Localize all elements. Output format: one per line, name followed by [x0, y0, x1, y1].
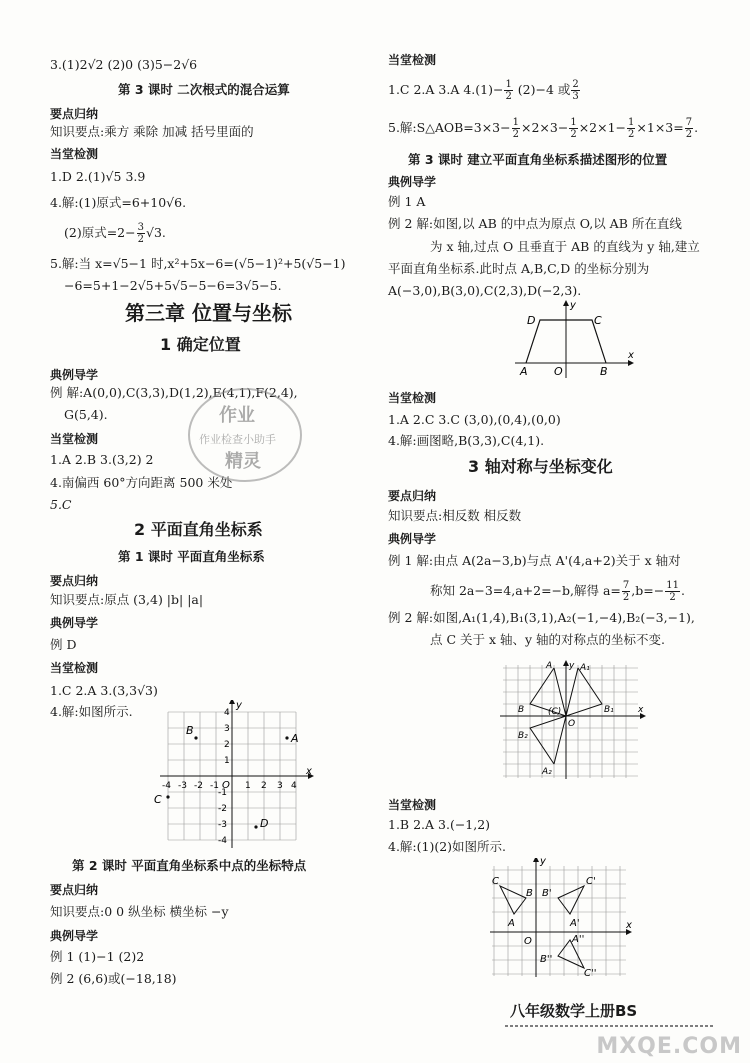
- point-label: A: [291, 732, 299, 745]
- answer-line: 知识要点:0 0 纵坐标 横坐标 −y: [50, 904, 229, 919]
- section-label: 要点归纳: [50, 883, 99, 897]
- fraction: $\frac{1}{2}$: [505, 79, 512, 102]
- section-label: 典例导学: [50, 368, 99, 382]
- answer-line: A(−3,0),B(3,0),C(2,3),D(−2,3).: [388, 283, 582, 298]
- x-tick: -2: [194, 781, 203, 791]
- symmetry-graph: [498, 660, 648, 780]
- answer-line: 4.解:(1)(2)如图所示.: [388, 839, 507, 854]
- answer-line: 5.解:当 x=√5−1 时,x²+5x−6=(√5−1)²+5(√5−1): [50, 256, 346, 271]
- answer-line: 例 2 解:如图,A₁(1,4),B₁(3,1),A₂(−1,−4),B₂(−3,−1),: [388, 610, 695, 625]
- section-label: 当堂检测: [388, 391, 437, 405]
- fraction: $\frac{7}{2}$: [685, 117, 693, 140]
- stamp-text: 精灵: [225, 451, 261, 472]
- stamp-text: 作业检查小助手: [199, 433, 276, 446]
- answer-line: 5.解:S△AOB=3×3− $\frac{1}{2}$ ×2×3− $\frac{1}{2}$ ×2×1− $\frac{1}{2}$ ×1×3= $\frac{7}{2}$ .: [388, 117, 699, 140]
- answer-line: 3.(1)2√2 (2)0 (3)5−2√6: [50, 57, 198, 72]
- answer-line: 1.C 2.A 3.A 4.(1)− $\frac{1}{2}$ (2)−4 或 $\frac{2}{3}$: [388, 79, 579, 102]
- y-tick: 1: [224, 756, 230, 766]
- point-label: B₂: [518, 731, 528, 741]
- point-label: A₂: [542, 767, 552, 777]
- x-tick: -3: [178, 781, 187, 791]
- answer-line: 例 D: [50, 637, 77, 652]
- point-label: A: [520, 365, 528, 378]
- origin-label: O: [222, 780, 230, 791]
- answer-line: 知识要点:原点 (3,4) |b| |a|: [50, 592, 204, 607]
- answer-line: 1.D 2.(1)√5 3.9: [50, 169, 146, 184]
- answer-line: 为 x 轴,过点 O 且垂直于 AB 的直线为 y 轴,建立: [430, 239, 700, 254]
- point-label: C: [594, 314, 602, 327]
- section-label: 当堂检测: [50, 661, 99, 675]
- lesson-title: 第 3 课时 建立平面直角坐标系描述图形的位置: [408, 152, 668, 167]
- answer-line: 1.B 2.A 3.(−1,2): [388, 817, 491, 832]
- fraction: $\frac{7}{2}$: [622, 580, 630, 603]
- point-label: A: [546, 661, 553, 671]
- y-tick: -4: [218, 836, 227, 846]
- section-title: 2 平面直角坐标系: [134, 520, 263, 539]
- section-label: 典例导学: [388, 532, 437, 546]
- lesson-title: 第 3 课时 二次根式的混合运算: [118, 82, 290, 97]
- section-title: 3 轴对称与坐标变化: [468, 457, 613, 476]
- answer-line: 例 2 解:如图,以 AB 的中点为原点 O,以 AB 所在直线: [388, 216, 682, 231]
- answer-line: 4.解:如图所示.: [50, 704, 133, 719]
- y-axis-label: y: [569, 661, 575, 671]
- answer-line: 例 1 A: [388, 194, 426, 209]
- point-label: A: [508, 918, 515, 929]
- lesson-title: 第 1 课时 平面直角坐标系: [118, 549, 265, 564]
- section-label: 要点归纳: [50, 107, 99, 121]
- section-label: 当堂检测: [388, 53, 437, 67]
- footer-rule: [505, 1020, 715, 1034]
- answer-line: 5.C: [50, 497, 72, 512]
- point-label: B₁: [604, 705, 614, 715]
- point-label: D: [527, 314, 536, 327]
- answer-line: 1.A 2.C 3.C (3,0),(0,4),(0,0): [388, 412, 561, 427]
- point-label: C'': [584, 968, 597, 978]
- answer-line: 1.C 2.A 3.(3,3√3): [50, 683, 158, 698]
- lesson-title: 第 2 课时 平面直角坐标系中点的坐标特点: [72, 858, 307, 873]
- fraction: $\frac{1}{2}$: [628, 117, 635, 140]
- y-tick: -2: [218, 804, 227, 814]
- x-axis-label: x: [638, 705, 644, 715]
- section-label: 典例导学: [50, 929, 99, 943]
- section-label: 要点归纳: [50, 574, 99, 588]
- answer-line: 例 1 解:由点 A(2a−3,b)与点 A'(4,a+2)关于 x 轴对: [388, 553, 681, 568]
- point-label: B'': [540, 954, 553, 965]
- answer-line: (2)原式=2− $\frac{3}{2}$ √3.: [64, 222, 166, 245]
- page-footer: [510, 1000, 637, 1021]
- y-tick: 3: [224, 724, 230, 734]
- answer-line: 例 解:A(0,0),C(3,3),D(1,2),E(4,1),F(2,4),: [50, 385, 298, 400]
- stamp-logo: [185, 385, 305, 485]
- y-tick: -1: [218, 788, 227, 798]
- trapezoid-graph: [510, 300, 640, 380]
- x-axis-label: x: [306, 766, 312, 777]
- stamp-text: 作业: [219, 405, 255, 426]
- section-label: 典例导学: [50, 616, 99, 630]
- footer-text: 八年级数学上册BS: [510, 1002, 638, 1020]
- answer-line: 4.解:画图略,B(3,3),C(4,1).: [388, 433, 545, 448]
- y-axis-label: y: [570, 300, 576, 311]
- point-label: B: [518, 705, 525, 715]
- fraction: $\frac{1}{2}$: [512, 117, 519, 140]
- point-label: C: [154, 793, 162, 806]
- point-label: B: [526, 888, 533, 899]
- x-tick: 3: [277, 781, 283, 791]
- fraction: $\frac{1}{2}$: [570, 117, 577, 140]
- x-tick: 4: [291, 781, 297, 791]
- section-label: 当堂检测: [50, 432, 99, 446]
- y-tick: 2: [224, 740, 230, 750]
- point-label: C: [492, 876, 499, 887]
- chapter-title: 第三章 位置与坐标: [125, 301, 292, 325]
- answer-line: 点 C 关于 x 轴、y 轴的对称点的坐标不变.: [430, 632, 666, 647]
- point-label: (C): [548, 707, 562, 717]
- origin-label: O: [568, 719, 576, 729]
- point-label: A': [570, 918, 580, 929]
- answer-line: 4.解:(1)原式=6+10√6.: [50, 195, 187, 210]
- watermark: MXQE.COM: [596, 1034, 742, 1059]
- point-label: D: [260, 817, 269, 830]
- x-tick: 2: [261, 781, 267, 791]
- origin-label: O: [554, 365, 563, 378]
- x-tick: 1: [245, 781, 251, 791]
- point-label: B': [542, 888, 552, 899]
- x-axis-label: x: [626, 920, 632, 931]
- y-axis-label: y: [236, 700, 242, 711]
- section-label: 当堂检测: [50, 147, 99, 161]
- point-label: A₁: [580, 663, 590, 673]
- answer-line: 称知 2a−3=4,a+2=−b,解得 a= $\frac{7}{2}$ ,b=− $\frac{11}{2}$ .: [430, 580, 685, 603]
- point-label: B: [186, 724, 194, 737]
- reflection-graph: [488, 858, 638, 978]
- y-tick: -3: [218, 820, 227, 830]
- point-label: B: [600, 365, 608, 378]
- answer-line: 4.南偏西 60°方向距离 500 米处: [50, 475, 233, 490]
- fraction: $\frac{11}{2}$: [666, 580, 679, 603]
- answer-line: 例 2 (6,6)或(−18,18): [50, 971, 177, 986]
- coordinate-graph-left: [150, 700, 320, 850]
- answer-line: 例 1 (1)−1 (2)2: [50, 949, 145, 964]
- answer-line: 平面直角坐标系.此时点 A,B,C,D 的坐标分别为: [388, 261, 650, 276]
- y-tick: 4: [224, 708, 230, 718]
- x-tick: -1: [210, 781, 219, 791]
- section-label: 要点归纳: [388, 489, 437, 503]
- answer-line: G(5,4).: [64, 407, 108, 422]
- fraction: $\frac{3}{2}$: [137, 222, 144, 245]
- answer-line: 1.A 2.B 3.(3,2) 2: [50, 452, 154, 467]
- origin-label: O: [524, 936, 532, 947]
- section-title: 1 确定位置: [160, 335, 241, 354]
- y-axis-label: y: [540, 858, 546, 867]
- x-tick: -4: [162, 781, 171, 791]
- fraction: $\frac{2}{3}$: [572, 79, 579, 102]
- point-label: A'': [572, 934, 585, 945]
- section-label: 当堂检测: [388, 798, 437, 812]
- answer-line: 知识要点:乘方 乘除 加减 括号里面的: [50, 124, 254, 139]
- section-label: 典例导学: [388, 175, 437, 189]
- answer-line: 知识要点:相反数 相反数: [388, 508, 522, 523]
- point-label: C': [586, 876, 596, 887]
- answer-line: −6=5+1−2√5+5√5−5−6=3√5−5.: [64, 278, 282, 293]
- x-axis-label: x: [628, 350, 634, 361]
